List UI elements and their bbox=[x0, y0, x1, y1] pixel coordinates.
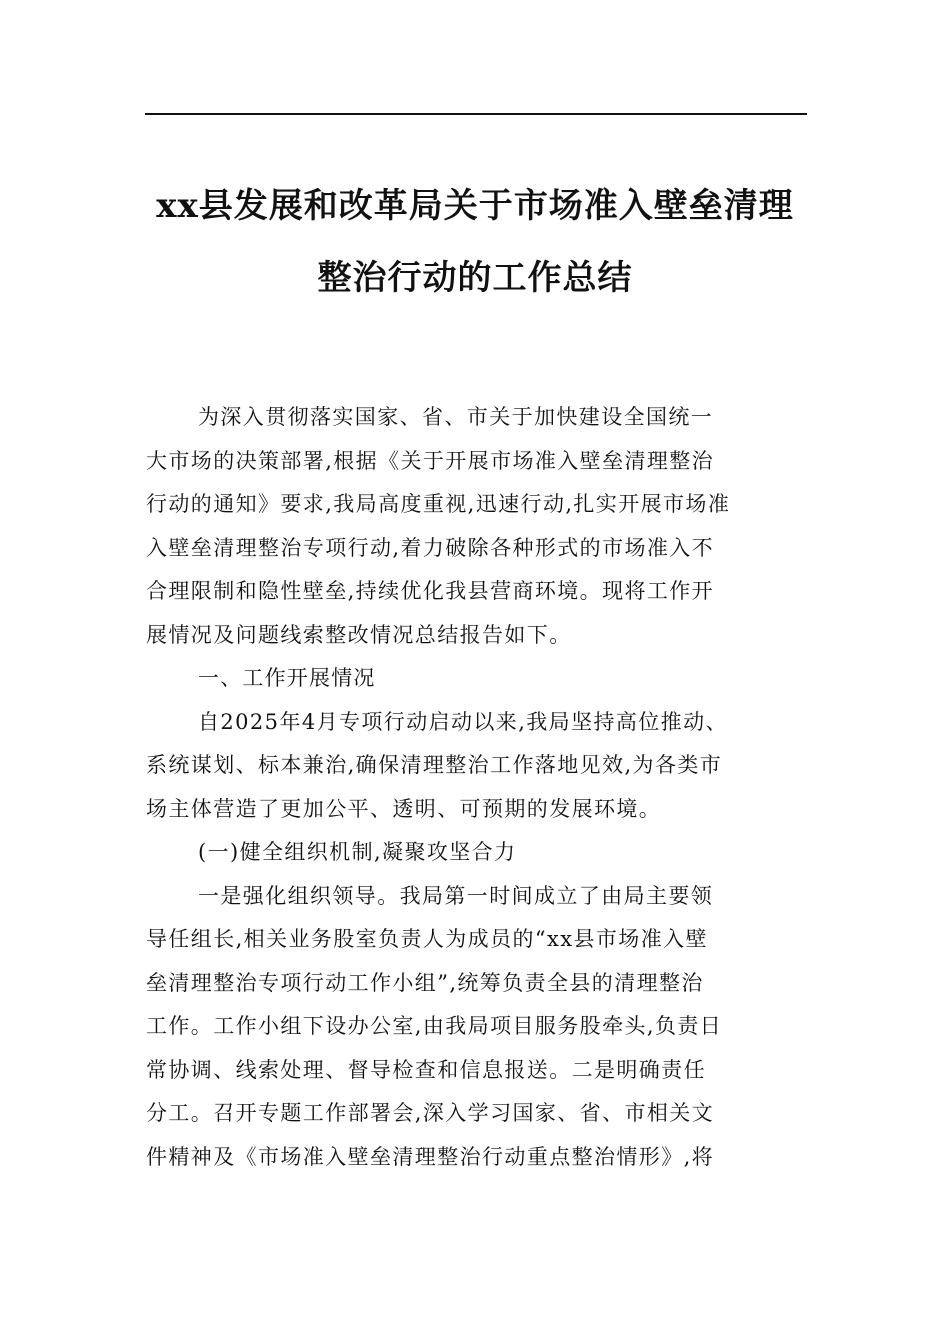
body-line: 系统谋划、标本兼治,确保清理整治工作落地见效,为各类市 bbox=[146, 753, 723, 777]
document-body bbox=[146, 396, 808, 1179]
body-line: 常协调、线索处理、督导检查和信息报送。二是明确责任 bbox=[146, 1057, 706, 1082]
body-line: 件精神及《市场准入壁垒清理整治行动重点整治情形》,将 bbox=[146, 1144, 715, 1169]
body-line: 入壁垒清理整治专项行动,着力破除各种形式的市场准入不 bbox=[146, 535, 715, 560]
body-line: 为深入贯彻落实国家、省、市关于加快建设全国统一 bbox=[198, 405, 714, 429]
body-line: 工作。工作小组下设办公室,由我局项目服务股牵头,负责日 bbox=[146, 1014, 723, 1038]
body-line: 大市场的决策部署,根据《关于开展市场准入壁垒清理整治 bbox=[146, 448, 715, 473]
title-line-2: 整治行动的工作总结 bbox=[317, 258, 633, 298]
body-line: 导任组长,相关业务股室负责人为成员的“xx县市场准入壁 bbox=[146, 927, 708, 951]
body-line: 分工。召开专题工作部署会,深入学习国家、省、市相关文 bbox=[146, 1101, 715, 1125]
body-line: 行动的通知》要求,我局高度重视,迅速行动,扎实开展市场准 bbox=[146, 492, 731, 516]
body-line: 合理限制和隐性壁垒,持续优化我县营商环境。现将工作开 bbox=[146, 579, 715, 603]
document-title bbox=[140, 170, 810, 314]
header-rule bbox=[145, 113, 807, 115]
subsection-heading: (一)健全组织机制,凝聚攻坚合力 bbox=[198, 840, 517, 864]
body-line: 场主体营造了更加公平、透明、可预期的发展环境。 bbox=[146, 796, 662, 821]
body-line: 展情况及问题线索整改情况总结报告如下。 bbox=[146, 622, 572, 647]
title-line-1: xx县发展和改革局关于市场准入壁垒清理 bbox=[156, 186, 794, 226]
body-line: 自2025年4月专项行动启动以来,我局坚持高位推动、 bbox=[198, 709, 728, 734]
body-line: 一是强化组织领导。我局第一时间成立了由局主要领 bbox=[198, 883, 714, 908]
body-line: 垒清理整治专项行动工作小组”,统筹负责全县的清理整治 bbox=[146, 970, 704, 995]
section-heading: 一、工作开展情况 bbox=[198, 666, 376, 690]
